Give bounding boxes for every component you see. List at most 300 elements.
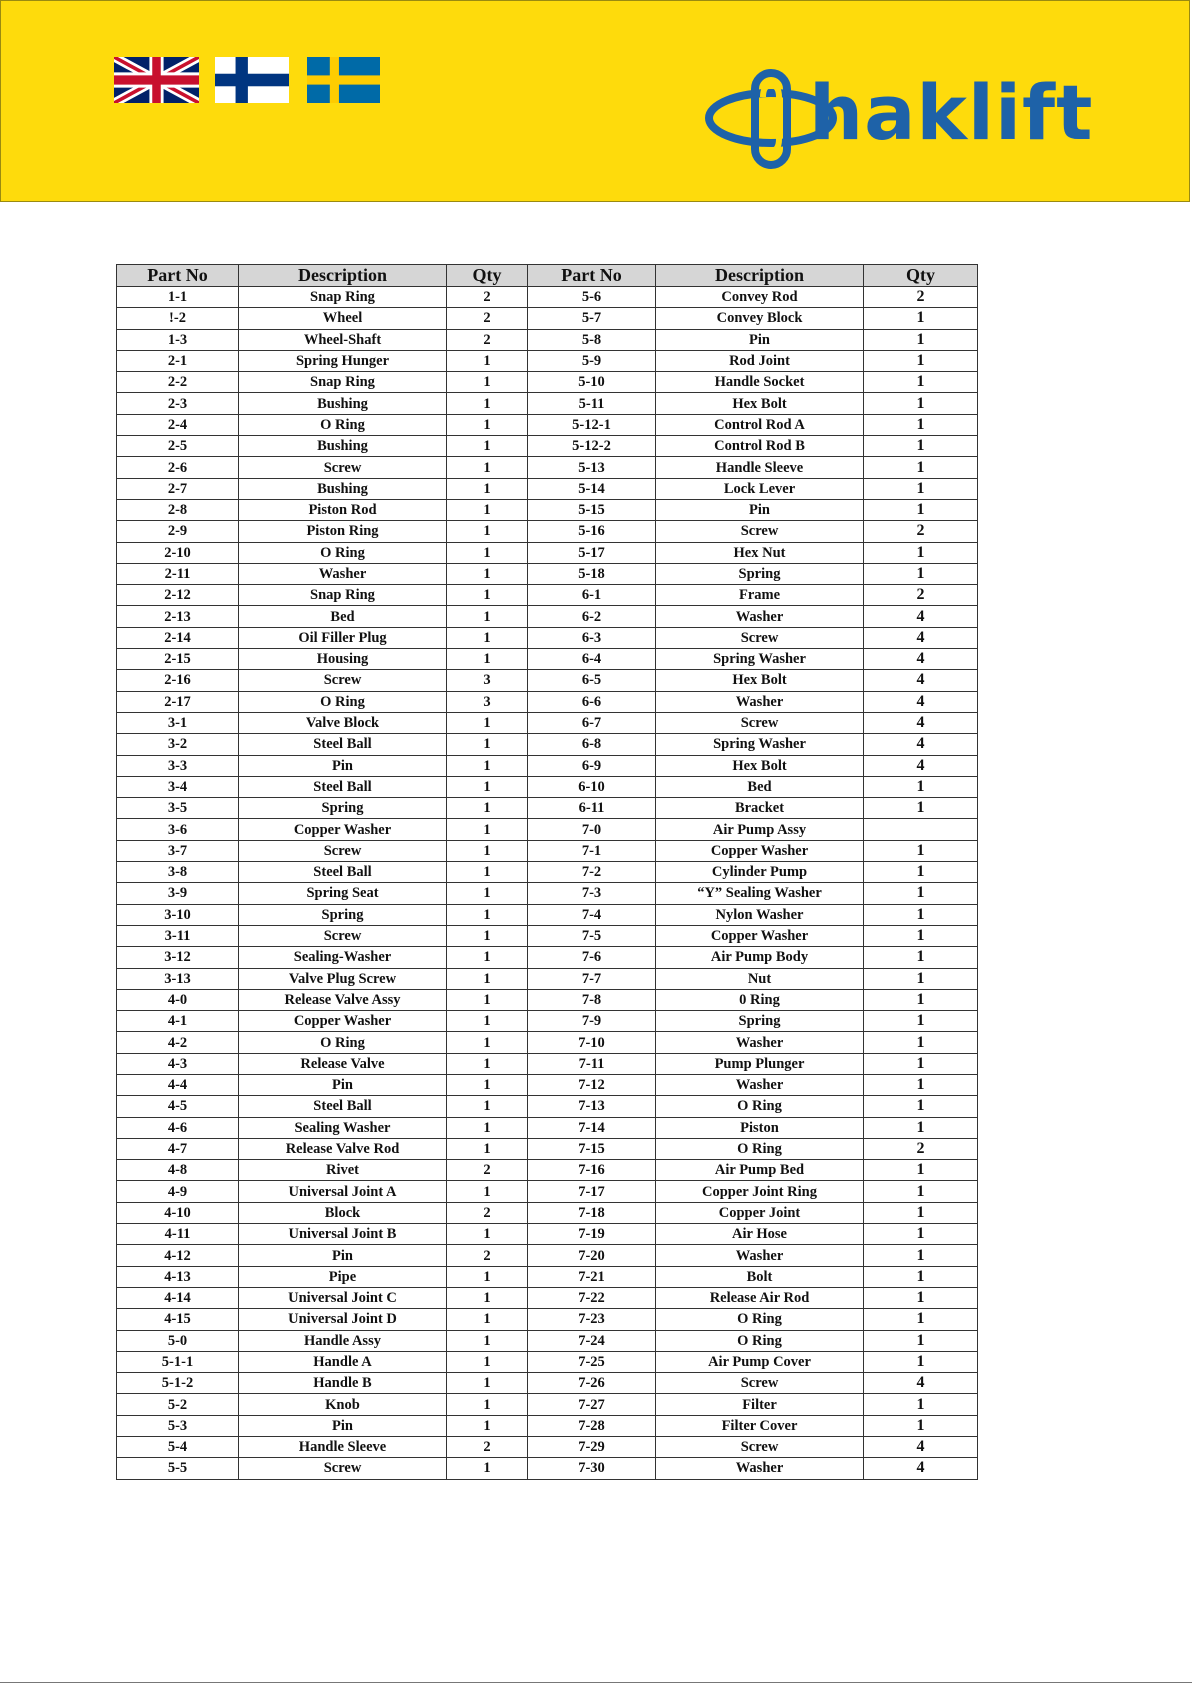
table-row <box>117 1458 978 1479</box>
description-cell: O Ring <box>656 1330 864 1351</box>
description-cell: Sealing Washer <box>239 1117 447 1138</box>
qty-cell: 1 <box>864 499 978 520</box>
qty-cell: 3 <box>447 691 528 712</box>
qty-cell: 1 <box>447 393 528 414</box>
qty-cell: 1 <box>447 947 528 968</box>
qty-cell: 1 <box>447 649 528 670</box>
part-no-cell: 7-5 <box>528 925 656 946</box>
qty-cell: 1 <box>447 1330 528 1351</box>
description-cell: Screw <box>239 457 447 478</box>
table-row <box>117 1096 978 1117</box>
table-row <box>117 989 978 1010</box>
part-no-cell: 5-8 <box>528 329 656 350</box>
qty-cell: 1 <box>447 1394 528 1415</box>
table-row <box>117 755 978 776</box>
description-cell: Screw <box>656 712 864 733</box>
description-cell: Convey Rod <box>656 287 864 308</box>
part-no-cell: 7-28 <box>528 1415 656 1436</box>
table-row <box>117 883 978 904</box>
part-no-cell: 7-7 <box>528 968 656 989</box>
part-no-cell: 6-4 <box>528 649 656 670</box>
table-row <box>117 1224 978 1245</box>
qty-cell: 1 <box>447 755 528 776</box>
qty-cell: 1 <box>447 819 528 840</box>
description-cell: Pin <box>239 1415 447 1436</box>
qty-cell: 1 <box>447 1458 528 1479</box>
qty-cell: 1 <box>447 436 528 457</box>
description-cell: Washer <box>239 563 447 584</box>
part-no-cell: 4-3 <box>117 1053 239 1074</box>
part-no-cell: 3-1 <box>117 712 239 733</box>
part-no-cell: 4-4 <box>117 1074 239 1095</box>
qty-cell: 1 <box>864 1266 978 1287</box>
part-no-cell: 2-8 <box>117 499 239 520</box>
description-cell: Spring <box>656 563 864 584</box>
column-header-part-no: Part No <box>528 265 656 287</box>
description-cell: Air Pump Bed <box>656 1160 864 1181</box>
part-no-cell: 4-10 <box>117 1202 239 1223</box>
part-no-cell: 5-1-1 <box>117 1351 239 1372</box>
description-cell: Bed <box>656 776 864 797</box>
part-no-cell: 6-11 <box>528 798 656 819</box>
description-cell: Screw <box>656 521 864 542</box>
table-row <box>117 1394 978 1415</box>
part-no-cell: 3-5 <box>117 798 239 819</box>
description-cell: Washer <box>656 1074 864 1095</box>
qty-cell: 1 <box>447 478 528 499</box>
qty-cell: 1 <box>864 1053 978 1074</box>
description-cell: O Ring <box>656 1138 864 1159</box>
table-row <box>117 627 978 648</box>
part-no-cell: 5-13 <box>528 457 656 478</box>
part-no-cell: 7-10 <box>528 1032 656 1053</box>
table-row <box>117 1266 978 1287</box>
table-row <box>117 1415 978 1436</box>
qty-cell: 1 <box>864 1224 978 1245</box>
qty-cell: 1 <box>447 1032 528 1053</box>
description-cell: Steel Ball <box>239 734 447 755</box>
table-row <box>117 776 978 797</box>
table-row <box>117 1160 978 1181</box>
qty-cell: 1 <box>864 329 978 350</box>
description-cell: Valve Block <box>239 712 447 733</box>
table-row <box>117 436 978 457</box>
description-cell: Piston Rod <box>239 499 447 520</box>
description-cell: Wheel-Shaft <box>239 329 447 350</box>
column-header-qty: Qty <box>864 265 978 287</box>
part-no-cell: 7-1 <box>528 840 656 861</box>
description-cell: Release Valve Assy <box>239 989 447 1010</box>
qty-cell: 1 <box>864 1096 978 1117</box>
part-no-cell: 3-11 <box>117 925 239 946</box>
qty-cell: 1 <box>864 862 978 883</box>
qty-cell <box>864 819 978 840</box>
part-no-cell: 2-7 <box>117 478 239 499</box>
description-cell: Cylinder Pump <box>656 862 864 883</box>
part-no-cell: 6-5 <box>528 670 656 691</box>
part-no-cell: 2-12 <box>117 585 239 606</box>
description-cell: Spring Seat <box>239 883 447 904</box>
part-no-cell: 5-12-1 <box>528 414 656 435</box>
qty-cell: 1 <box>864 1309 978 1330</box>
part-no-cell: 7-26 <box>528 1373 656 1394</box>
qty-cell: 1 <box>447 776 528 797</box>
description-cell: Handle Sleeve <box>656 457 864 478</box>
haklift-logo-text: haklift <box>809 68 1094 157</box>
qty-cell: 4 <box>864 712 978 733</box>
qty-cell: 4 <box>864 627 978 648</box>
description-cell: Hex Bolt <box>656 393 864 414</box>
description-cell: Lock Lever <box>656 478 864 499</box>
part-no-cell: 7-22 <box>528 1287 656 1308</box>
description-cell: Universal Joint D <box>239 1309 447 1330</box>
table-row <box>117 414 978 435</box>
description-cell: Air Pump Cover <box>656 1351 864 1372</box>
description-cell: Copper Washer <box>656 925 864 946</box>
description-cell: O Ring <box>239 691 447 712</box>
table-row <box>117 606 978 627</box>
qty-cell: 1 <box>864 478 978 499</box>
part-no-cell: 5-10 <box>528 372 656 393</box>
part-no-cell: 6-10 <box>528 776 656 797</box>
qty-cell: 1 <box>447 1309 528 1330</box>
qty-cell: 1 <box>864 1415 978 1436</box>
description-cell: Release Valve <box>239 1053 447 1074</box>
part-no-cell: 4-12 <box>117 1245 239 1266</box>
table-row <box>117 563 978 584</box>
qty-cell: 1 <box>447 563 528 584</box>
part-no-cell: 2-13 <box>117 606 239 627</box>
part-no-cell: 5-3 <box>117 1415 239 1436</box>
description-cell: Washer <box>656 1032 864 1053</box>
description-cell: Steel Ball <box>239 1096 447 1117</box>
qty-cell: 1 <box>864 989 978 1010</box>
table-row <box>117 734 978 755</box>
part-no-cell: 4-2 <box>117 1032 239 1053</box>
qty-cell: 1 <box>864 457 978 478</box>
part-no-cell: 3-13 <box>117 968 239 989</box>
table-row <box>117 542 978 563</box>
qty-cell: 1 <box>447 627 528 648</box>
part-no-cell: 5-12-2 <box>528 436 656 457</box>
part-no-cell: 7-8 <box>528 989 656 1010</box>
part-no-cell: 7-16 <box>528 1160 656 1181</box>
qty-cell: 1 <box>864 1011 978 1032</box>
table-row <box>117 862 978 883</box>
part-no-cell: 5-17 <box>528 542 656 563</box>
qty-cell: 4 <box>864 734 978 755</box>
table-row <box>117 819 978 840</box>
qty-cell: 1 <box>447 1117 528 1138</box>
page-header <box>0 0 1190 202</box>
qty-cell: 3 <box>447 670 528 691</box>
description-cell: Copper Joint <box>656 1202 864 1223</box>
table-row <box>117 1011 978 1032</box>
table-row <box>117 649 978 670</box>
description-cell: O Ring <box>239 542 447 563</box>
description-cell: Air Pump Body <box>656 947 864 968</box>
qty-cell: 1 <box>447 1351 528 1372</box>
description-cell: Snap Ring <box>239 585 447 606</box>
description-cell: Bracket <box>656 798 864 819</box>
table-row <box>117 521 978 542</box>
description-cell: Release Valve Rod <box>239 1138 447 1159</box>
description-cell: O Ring <box>656 1096 864 1117</box>
qty-cell: 1 <box>447 862 528 883</box>
qty-cell: 2 <box>864 1138 978 1159</box>
qty-cell: 1 <box>447 414 528 435</box>
part-no-cell: 7-17 <box>528 1181 656 1202</box>
qty-cell: 1 <box>864 968 978 989</box>
qty-cell: 4 <box>864 606 978 627</box>
qty-cell: 4 <box>864 1458 978 1479</box>
table-row <box>117 712 978 733</box>
qty-cell: 4 <box>864 1373 978 1394</box>
table-row <box>117 925 978 946</box>
description-cell: Washer <box>656 691 864 712</box>
part-no-cell: 3-8 <box>117 862 239 883</box>
description-cell: Oil Filler Plug <box>239 627 447 648</box>
part-no-cell: 5-4 <box>117 1437 239 1458</box>
qty-cell: 4 <box>864 670 978 691</box>
qty-cell: 2 <box>447 1437 528 1458</box>
description-cell: Handle A <box>239 1351 447 1372</box>
qty-cell: 1 <box>447 1011 528 1032</box>
part-no-cell: 5-14 <box>528 478 656 499</box>
qty-cell: 1 <box>864 840 978 861</box>
description-cell: Universal Joint A <box>239 1181 447 1202</box>
part-no-cell: 4-15 <box>117 1309 239 1330</box>
table-row <box>117 1330 978 1351</box>
qty-cell: 1 <box>864 904 978 925</box>
qty-cell: 1 <box>447 1287 528 1308</box>
table-row <box>117 798 978 819</box>
qty-cell: 1 <box>864 1330 978 1351</box>
description-cell: 0 Ring <box>656 989 864 1010</box>
table-row <box>117 1309 978 1330</box>
qty-cell: 2 <box>447 1245 528 1266</box>
description-cell: “Y” Sealing Washer <box>656 883 864 904</box>
description-cell: Hex Bolt <box>656 755 864 776</box>
description-cell: Spring Washer <box>656 649 864 670</box>
part-no-cell: 7-14 <box>528 1117 656 1138</box>
part-no-cell: 7-25 <box>528 1351 656 1372</box>
description-cell: Screw <box>239 670 447 691</box>
description-cell: Spring <box>656 1011 864 1032</box>
table-row <box>117 499 978 520</box>
description-cell: O Ring <box>656 1309 864 1330</box>
qty-cell: 2 <box>864 521 978 542</box>
part-no-cell: 3-7 <box>117 840 239 861</box>
part-no-cell: 2-4 <box>117 414 239 435</box>
qty-cell: 1 <box>864 1181 978 1202</box>
parts-table-body <box>117 287 978 1480</box>
qty-cell: 1 <box>864 1160 978 1181</box>
part-no-cell: 4-0 <box>117 989 239 1010</box>
part-no-cell: 5-5 <box>117 1458 239 1479</box>
part-no-cell: 6-7 <box>528 712 656 733</box>
description-cell: Spring Hunger <box>239 350 447 371</box>
description-cell: Bushing <box>239 436 447 457</box>
part-no-cell: 7-30 <box>528 1458 656 1479</box>
table-row <box>117 393 978 414</box>
description-cell: Sealing-Washer <box>239 947 447 968</box>
part-no-cell: 2-1 <box>117 350 239 371</box>
flag-finland-icon[interactable] <box>215 57 289 103</box>
column-header-description: Description <box>656 265 864 287</box>
part-no-cell: 4-5 <box>117 1096 239 1117</box>
part-no-cell: 5-1-2 <box>117 1373 239 1394</box>
qty-cell: 1 <box>447 925 528 946</box>
part-no-cell: 4-13 <box>117 1266 239 1287</box>
description-cell: Wheel <box>239 308 447 329</box>
flag-sweden-icon[interactable] <box>307 57 380 103</box>
table-row <box>117 968 978 989</box>
description-cell: Steel Ball <box>239 862 447 883</box>
table-row <box>117 1138 978 1159</box>
qty-cell: 1 <box>447 1053 528 1074</box>
qty-cell: 1 <box>864 798 978 819</box>
description-cell: Steel Ball <box>239 776 447 797</box>
description-cell: Universal Joint C <box>239 1287 447 1308</box>
description-cell: Bushing <box>239 478 447 499</box>
description-cell: Knob <box>239 1394 447 1415</box>
description-cell: Screw <box>656 1437 864 1458</box>
qty-cell: 1 <box>447 1224 528 1245</box>
table-row <box>117 1053 978 1074</box>
description-cell: Hex Bolt <box>656 670 864 691</box>
part-no-cell: 2-6 <box>117 457 239 478</box>
qty-cell: 1 <box>864 947 978 968</box>
description-cell: Block <box>239 1202 447 1223</box>
part-no-cell: 3-4 <box>117 776 239 797</box>
part-no-cell: 4-9 <box>117 1181 239 1202</box>
part-no-cell: 4-14 <box>117 1287 239 1308</box>
description-cell: Copper Washer <box>239 819 447 840</box>
qty-cell: 4 <box>864 1437 978 1458</box>
qty-cell: 1 <box>447 883 528 904</box>
table-row <box>117 585 978 606</box>
part-no-cell: 7-12 <box>528 1074 656 1095</box>
qty-cell: 1 <box>447 1074 528 1095</box>
qty-cell: 1 <box>864 372 978 393</box>
part-no-cell: 2-5 <box>117 436 239 457</box>
table-row <box>117 457 978 478</box>
part-no-cell: 5-2 <box>117 1394 239 1415</box>
qty-cell: 1 <box>447 457 528 478</box>
part-no-cell: 5-16 <box>528 521 656 542</box>
description-cell: Nylon Washer <box>656 904 864 925</box>
description-cell: Screw <box>239 925 447 946</box>
table-row <box>117 1437 978 1458</box>
description-cell: O Ring <box>239 1032 447 1053</box>
part-no-cell: 6-9 <box>528 755 656 776</box>
qty-cell: 1 <box>864 436 978 457</box>
table-row <box>117 904 978 925</box>
description-cell: Air Pump Assy <box>656 819 864 840</box>
part-no-cell: 4-6 <box>117 1117 239 1138</box>
part-no-cell: 7-24 <box>528 1330 656 1351</box>
qty-cell: 1 <box>447 1373 528 1394</box>
description-cell: Pin <box>656 499 864 520</box>
part-no-cell: 5-11 <box>528 393 656 414</box>
table-row <box>117 1373 978 1394</box>
part-no-cell: 7-4 <box>528 904 656 925</box>
description-cell: Copper Washer <box>239 1011 447 1032</box>
qty-cell: 1 <box>864 1032 978 1053</box>
qty-cell: 1 <box>447 350 528 371</box>
description-cell: Piston <box>656 1117 864 1138</box>
table-row <box>117 1032 978 1053</box>
qty-cell: 1 <box>447 606 528 627</box>
description-cell: Washer <box>656 1245 864 1266</box>
qty-cell: 1 <box>864 1202 978 1223</box>
table-header-row <box>117 265 978 287</box>
part-no-cell: 3-9 <box>117 883 239 904</box>
part-no-cell: 5-18 <box>528 563 656 584</box>
part-no-cell: 6-2 <box>528 606 656 627</box>
part-no-cell: !-2 <box>117 308 239 329</box>
part-no-cell: 6-1 <box>528 585 656 606</box>
description-cell: Spring <box>239 798 447 819</box>
description-cell: Pin <box>239 1245 447 1266</box>
qty-cell: 1 <box>447 798 528 819</box>
description-cell: Filter Cover <box>656 1415 864 1436</box>
qty-cell: 1 <box>864 308 978 329</box>
column-header-description: Description <box>239 265 447 287</box>
description-cell: Washer <box>656 1458 864 1479</box>
qty-cell: 1 <box>447 904 528 925</box>
footer-divider <box>0 1682 1192 1683</box>
qty-cell: 1 <box>864 350 978 371</box>
qty-cell: 1 <box>447 1096 528 1117</box>
description-cell: Snap Ring <box>239 372 447 393</box>
qty-cell: 1 <box>864 776 978 797</box>
qty-cell: 1 <box>864 542 978 563</box>
table-row <box>117 691 978 712</box>
description-cell: Hex Nut <box>656 542 864 563</box>
part-no-cell: 4-11 <box>117 1224 239 1245</box>
qty-cell: 1 <box>447 734 528 755</box>
part-no-cell: 7-13 <box>528 1096 656 1117</box>
description-cell: O Ring <box>239 414 447 435</box>
part-no-cell: 2-10 <box>117 542 239 563</box>
description-cell: Spring Washer <box>656 734 864 755</box>
part-no-cell: 3-12 <box>117 947 239 968</box>
qty-cell: 1 <box>864 883 978 904</box>
description-cell: Air Hose <box>656 1224 864 1245</box>
qty-cell: 2 <box>864 287 978 308</box>
qty-cell: 1 <box>864 1351 978 1372</box>
description-cell: Copper Joint Ring <box>656 1181 864 1202</box>
table-row <box>117 1117 978 1138</box>
flag-uk-icon[interactable] <box>114 57 199 103</box>
part-no-cell: 7-2 <box>528 862 656 883</box>
part-no-cell: 2-3 <box>117 393 239 414</box>
description-cell: Handle Sleeve <box>239 1437 447 1458</box>
part-no-cell: 6-8 <box>528 734 656 755</box>
description-cell: Bed <box>239 606 447 627</box>
part-no-cell: 2-14 <box>117 627 239 648</box>
part-no-cell: 6-3 <box>528 627 656 648</box>
qty-cell: 1 <box>447 989 528 1010</box>
part-no-cell: 2-16 <box>117 670 239 691</box>
description-cell: Copper Washer <box>656 840 864 861</box>
part-no-cell: 3-2 <box>117 734 239 755</box>
table-row <box>117 308 978 329</box>
part-no-cell: 7-0 <box>528 819 656 840</box>
qty-cell: 2 <box>447 1202 528 1223</box>
